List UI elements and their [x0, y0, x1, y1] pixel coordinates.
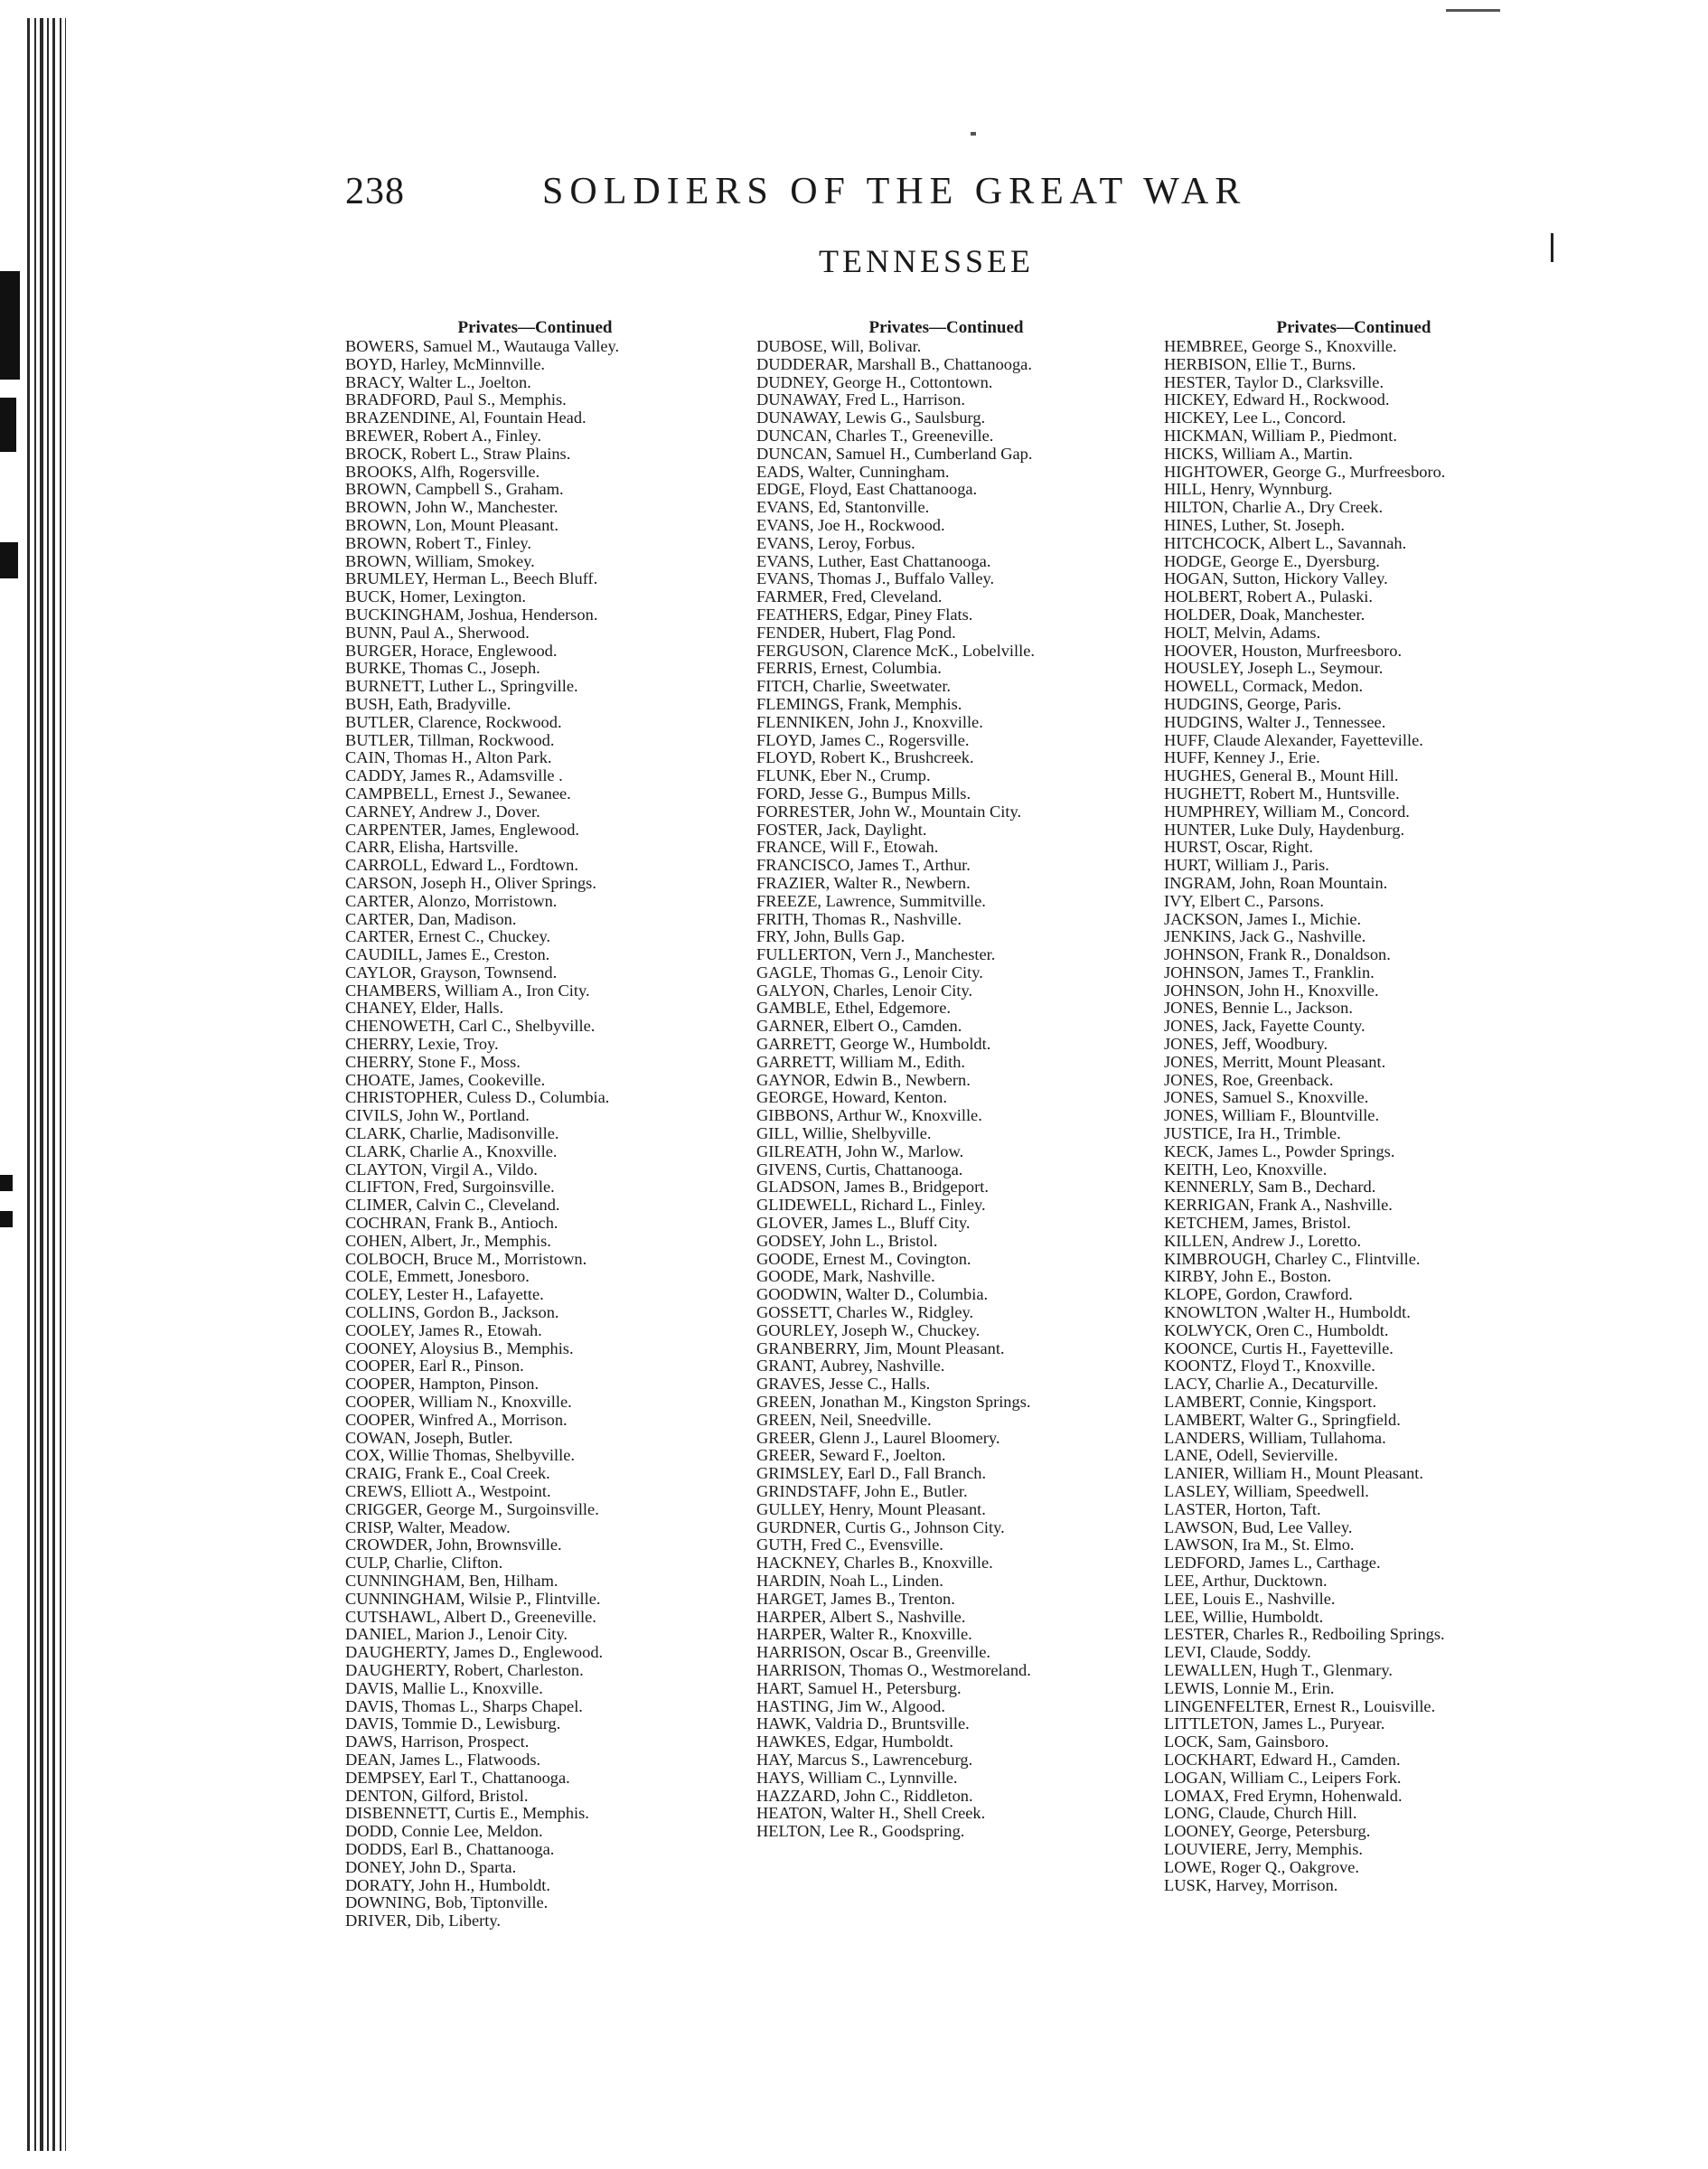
roster-entry: COCHRAN, Frank B., Antioch.: [345, 1214, 558, 1233]
roster-entry: COONEY, Aloysius B., Memphis.: [345, 1338, 574, 1357]
roster-entry: DUBOSE, Will, Bolivar.: [756, 337, 922, 355]
roster-entry: HARDIN, Noah L., Linden.: [756, 1571, 943, 1590]
roster-entry: EDGE, Floyd, East Chattanooga.: [756, 480, 978, 499]
roster-entry: GAYNOR, Edwin B., Newbern.: [756, 1070, 971, 1089]
roster-entry: DAVIS, Tommie D., Lewisburg.: [345, 1714, 561, 1733]
roster-entry: FARMER, Fred, Cleveland.: [756, 587, 943, 606]
roster-entry: LAMBERT, Connie, Kingsport.: [1164, 1393, 1377, 1412]
roster-entry: BOYD, Harley, McMinnville.: [345, 354, 545, 373]
roster-entry: GRANBERRY, Jim, Mount Pleasant.: [756, 1338, 1005, 1357]
roster-entry: BROWN, John W., Manchester.: [345, 498, 558, 517]
roster-entry: CARR, Elisha, Hartsville.: [345, 838, 519, 857]
roster-entry: COX, Willie Thomas, Shelbyville.: [345, 1446, 575, 1465]
page-header: [345, 170, 1366, 224]
roster-entry: GIVENS, Curtis, Chattanooga.: [756, 1160, 963, 1178]
roster-entry: DODD, Connie Lee, Meldon.: [345, 1822, 543, 1841]
roster-entry: DUNAWAY, Lewis G., Saulsburg.: [756, 408, 986, 427]
roster-entry: LASLEY, William, Speedwell.: [1164, 1482, 1369, 1500]
roster-entry: HESTER, Taylor D., Clarksville.: [1164, 372, 1384, 391]
roster-entry: DORATY, John H., Humboldt.: [345, 1875, 551, 1894]
roster-entry: BRACY, Walter L., Joelton.: [345, 372, 531, 391]
roster-entry: HINES, Luther, St. Joseph.: [1164, 515, 1346, 534]
roster-entry: GURDNER, Curtis G., Johnson City.: [756, 1517, 1005, 1536]
roster-entry: HIGHTOWER, George G., Murfreesboro.: [1164, 462, 1446, 481]
roster-entry: DEMPSEY, Earl T., Chattanooga.: [345, 1768, 570, 1787]
roster-entry: CAMPBELL, Ernest J., Sewanee.: [345, 784, 571, 803]
roster-entry: JONES, Jeff, Woodbury.: [1164, 1035, 1328, 1054]
margin-mark: [1551, 233, 1553, 262]
roster-entry: GRAVES, Jesse C., Halls.: [756, 1375, 931, 1394]
roster-entry: FERGUSON, Clarence McK., Lobelville.: [756, 641, 1035, 660]
roster-entry: HOLBERT, Robert A., Pulaski.: [1164, 587, 1373, 606]
roster-entry: LEE, Louis E., Nashville.: [1164, 1589, 1336, 1608]
roster-entry: LOCKHART, Edward H., Camden.: [1164, 1750, 1401, 1769]
roster-entry: GEORGE, Howard, Kenton.: [756, 1088, 947, 1107]
roster-entry: HOUSLEY, Joseph L., Seymour.: [1164, 659, 1384, 678]
roster-entry: DUDDERAR, Marshall B., Chattanooga.: [756, 354, 1032, 373]
roster-entry: HUFF, Kenney J., Erie.: [1164, 748, 1320, 767]
roster-entry: HUMPHREY, William M., Concord.: [1164, 802, 1410, 821]
roster-entry: CARSON, Joseph H., Oliver Springs.: [345, 873, 596, 892]
roster-entry: HURT, William J., Paris.: [1164, 856, 1329, 875]
roster-entry: HUDGINS, George, Paris.: [1164, 694, 1342, 713]
roster-entry: CLAYTON, Virgil A., Vildo.: [345, 1160, 538, 1178]
roster-entry: FOSTER, Jack, Daylight.: [756, 820, 927, 839]
roster-entry: FLEMINGS, Frank, Memphis.: [756, 694, 962, 713]
roster-entry: LANDERS, William, Tullahoma.: [1164, 1428, 1386, 1447]
roster-entry: LOGAN, William C., Leipers Fork.: [1164, 1768, 1402, 1787]
roster-list: [756, 338, 1136, 1841]
roster-entry: GRINDSTAFF, John E., Butler.: [756, 1482, 968, 1500]
roster-entry: CLIFTON, Fred, Surgoinsville.: [345, 1178, 555, 1197]
roster-entry: BRAZENDINE, Al, Fountain Head.: [345, 408, 587, 427]
column-right: [1164, 318, 1544, 1894]
roster-entry: HICKS, William A., Martin.: [1164, 444, 1353, 463]
roster-entry: CUTSHAWL, Albert D., Greeneville.: [345, 1607, 596, 1626]
roster-entry: IVY, Elbert C., Parsons.: [1164, 891, 1324, 910]
roster-entry: LEWIS, Lonnie M., Erin.: [1164, 1678, 1335, 1697]
roster-entry: GARNER, Elbert O., Camden.: [756, 1017, 962, 1036]
roster-entry: KIMBROUGH, Charley C., Flintville.: [1164, 1249, 1421, 1268]
roster-entry: HASTING, Jim W., Algood.: [756, 1696, 945, 1715]
roster-entry: CARNEY, Andrew J., Dover.: [345, 802, 540, 821]
roster-entry: GLADSON, James B., Bridgeport.: [756, 1178, 989, 1197]
roster-entry: BROWN, Lon, Mount Pleasant.: [345, 515, 558, 534]
roster-entry: COOPER, Hampton, Pinson.: [345, 1375, 540, 1394]
roster-entry: HAWKES, Edgar, Humboldt.: [756, 1732, 953, 1751]
roster-entry: HOLDER, Doak, Manchester.: [1164, 605, 1365, 624]
roster-entry: CUNNINGHAM, Ben, Hilham.: [345, 1571, 558, 1590]
roster-entry: LOCK, Sam, Gainsboro.: [1164, 1732, 1329, 1751]
roster-entry: HARRISON, Thomas O., Westmoreland.: [756, 1660, 1031, 1679]
roster-entry: CAUDILL, James E., Creston.: [345, 945, 550, 964]
roster-entry: JONES, Bennie L., Jackson.: [1164, 999, 1353, 1018]
roster-entry: BUSH, Eath, Bradyville.: [345, 694, 511, 713]
roster-entry: EVANS, Ed, Stantonville.: [756, 498, 930, 517]
roster-entry: LASTER, Horton, Taft.: [1164, 1499, 1321, 1518]
roster-entry: EVANS, Leroy, Forbus.: [756, 533, 915, 552]
roster-entry: JONES, Merritt, Mount Pleasant.: [1164, 1052, 1386, 1071]
roster-list: [345, 338, 725, 1930]
roster-entry: BUCK, Homer, Lexington.: [345, 587, 527, 606]
roster-entry: BROOKS, Alfh, Rogersville.: [345, 462, 540, 481]
column-heading: Privates—Continued: [457, 318, 613, 337]
roster-entry: LESTER, Charles R., Redboiling Springs.: [1164, 1625, 1445, 1644]
roster-entry: GREEN, Jonathan M., Kingston Springs.: [756, 1393, 1031, 1412]
roster-entry: BREWER, Robert A., Finley.: [345, 426, 541, 445]
roster-entry: DONEY, John D., Sparta.: [345, 1857, 517, 1876]
roster-entry: HUGHES, General B., Mount Hill.: [1164, 766, 1399, 785]
roster-entry: HART, Samuel H., Petersburg.: [756, 1678, 962, 1697]
roster-entry: DAUGHERTY, Robert, Charleston.: [345, 1660, 584, 1679]
roster-entry: FORRESTER, John W., Mountain City.: [756, 802, 1022, 821]
roster-entry: FRY, John, Bulls Gap.: [756, 927, 906, 946]
roster-entry: GAGLE, Thomas G., Lenoir City.: [756, 962, 983, 981]
roster-entry: HAYS, William C., Lynnville.: [756, 1768, 958, 1787]
roster-entry: DENTON, Gilford, Bristol.: [345, 1786, 529, 1805]
roster-entry: FERRIS, Ernest, Columbia.: [756, 659, 942, 678]
roster-entry: GLIDEWELL, Richard L., Finley.: [756, 1196, 986, 1215]
roster-entry: GALYON, Charles, Lenoir City.: [756, 981, 973, 1000]
roster-entry: FULLERTON, Vern J., Manchester.: [756, 945, 996, 964]
roster-entry: COLBOCH, Bruce M., Morristown.: [345, 1249, 587, 1268]
roster-entry: HOOVER, Houston, Murfreesboro.: [1164, 641, 1403, 660]
roster-entry: HUNTER, Luke Duly, Haydenburg.: [1164, 820, 1405, 839]
roster-entry: GOODE, Ernest M., Covington.: [756, 1249, 971, 1268]
roster-entry: GREER, Glenn J., Laurel Bloomery.: [756, 1428, 1000, 1447]
roster-entry: GUTH, Fred C., Evensville.: [756, 1535, 943, 1554]
roster-entry: CLARK, Charlie A., Knoxville.: [345, 1141, 558, 1160]
roster-entry: CUNNINGHAM, Wilsie P., Flintville.: [345, 1589, 601, 1608]
roster-entry: CHENOWETH, Carl C., Shelbyville.: [345, 1017, 596, 1036]
roster-entry: HELTON, Lee R., Goodspring.: [756, 1822, 965, 1841]
roster-entry: EADS, Walter, Cunningham.: [756, 462, 950, 481]
roster-entry: HAY, Marcus S., Lawrenceburg.: [756, 1750, 973, 1769]
roster-entry: CHERRY, Stone F., Moss.: [345, 1052, 521, 1071]
roster-entry: HAZZARD, John C., Riddleton.: [756, 1786, 973, 1805]
roster-entry: GILREATH, John W., Marlow.: [756, 1141, 964, 1160]
roster-entry: LITTLETON, James L., Puryear.: [1164, 1714, 1385, 1733]
roster-entry: KLOPE, Gordon, Crawford.: [1164, 1285, 1353, 1304]
roster-entry: JONES, Roe, Greenback.: [1164, 1070, 1334, 1089]
roster-entry: DAWS, Harrison, Prospect.: [345, 1732, 530, 1751]
roster-entry: BRUMLEY, Herman L., Beech Bluff.: [345, 569, 598, 588]
roster-entry: CROWDER, John, Brownsville.: [345, 1535, 562, 1554]
roster-entry: DEAN, James L., Flatwoods.: [345, 1750, 541, 1769]
roster-entry: COHEN, Albert, Jr., Memphis.: [345, 1231, 551, 1250]
roster-entry: EVANS, Joe H., Rockwood.: [756, 515, 945, 534]
roster-entry: BUCKINGHAM, Joshua, Henderson.: [345, 605, 598, 624]
roster-entry: BUTLER, Tillman, Rockwood.: [345, 730, 555, 749]
roster-entry: JOHNSON, John H., Knoxville.: [1164, 981, 1379, 1000]
page-binding-edge: [0, 0, 108, 2169]
roster-list: [1164, 338, 1544, 1894]
roster-entry: LINGENFELTER, Ernest R., Louisville.: [1164, 1696, 1436, 1715]
roster-entry: DUNCAN, Samuel H., Cumberland Gap.: [756, 444, 1033, 463]
roster-entry: JOHNSON, Frank R., Donaldson.: [1164, 945, 1391, 964]
roster-entry: LOMAX, Fred Erymn, Hohenwald.: [1164, 1786, 1403, 1805]
roster-entry: JACKSON, James I., Michie.: [1164, 909, 1362, 928]
roster-entry: HUGHETT, Robert M., Huntsville.: [1164, 784, 1400, 803]
roster-entry: LOONEY, George, Petersburg.: [1164, 1822, 1371, 1841]
roster-entry: CHOATE, James, Cookeville.: [345, 1070, 546, 1089]
roster-entry: KOONTZ, Floyd T., Knoxville.: [1164, 1357, 1375, 1376]
roster-entry: CRAIG, Frank E., Coal Creek.: [345, 1464, 550, 1483]
roster-entry: LANIER, William H., Mount Pleasant.: [1164, 1464, 1424, 1483]
roster-entry: LUSK, Harvey, Morrison.: [1164, 1875, 1338, 1894]
roster-entry: DUDNEY, George H., Cottontown.: [756, 372, 993, 391]
roster-entry: GARRETT, George W., Humboldt.: [756, 1035, 991, 1054]
roster-entry: BURGER, Horace, Englewood.: [345, 641, 558, 660]
roster-entry: DANIEL, Marion J., Lenoir City.: [345, 1625, 568, 1644]
column-middle: [756, 318, 1136, 1841]
roster-entry: LANE, Odell, Sevierville.: [1164, 1446, 1338, 1465]
roster-entry: KEITH, Leo, Knoxville.: [1164, 1160, 1328, 1178]
roster-entry: HAWK, Valdria D., Bruntsville.: [756, 1714, 970, 1733]
roster-entry: HUFF, Claude Alexander, Fayetteville.: [1164, 730, 1423, 749]
roster-entry: CAIN, Thomas H., Alton Park.: [345, 748, 552, 767]
roster-entry: GREER, Seward F., Joelton.: [756, 1446, 946, 1465]
roster-entry: FITCH, Charlie, Sweetwater.: [756, 677, 952, 696]
roster-entry: CHAMBERS, William A., Iron City.: [345, 981, 590, 1000]
roster-entry: COOLEY, James R., Etowah.: [345, 1320, 542, 1339]
roster-entry: LEWALLEN, Hugh T., Glenmary.: [1164, 1660, 1393, 1679]
roster-entry: CRISP, Walter, Meadow.: [345, 1517, 511, 1536]
roster-entry: CLIMER, Calvin C., Cleveland.: [345, 1196, 560, 1215]
roster-entry: FRANCISCO, James T., Arthur.: [756, 856, 971, 875]
roster-entry: BOWERS, Samuel M., Wautauga Valley.: [345, 337, 620, 355]
roster-entry: EVANS, Thomas J., Buffalo Valley.: [756, 569, 995, 588]
roster-entry: KNOWLTON ,Walter H., Humboldt.: [1164, 1303, 1411, 1322]
roster-entry: KETCHEM, James, Bristol.: [1164, 1214, 1351, 1233]
roster-entry: HITCHCOCK, Albert L., Savannah.: [1164, 533, 1407, 552]
roster-entry: DAVIS, Thomas L., Sharps Chapel.: [345, 1696, 583, 1715]
roster-entry: KERRIGAN, Frank A., Nashville.: [1164, 1196, 1393, 1215]
roster-entry: FLENNIKEN, John J., Knoxville.: [756, 712, 983, 731]
column-heading: Privates—Continued: [1276, 318, 1431, 337]
roster-entry: FEATHERS, Edgar, Piney Flats.: [756, 605, 973, 624]
roster-entry: BROWN, Campbell S., Graham.: [345, 480, 564, 499]
roster-entry: FLUNK, Eber N., Crump.: [756, 766, 931, 785]
roster-entry: CLARK, Charlie, Madisonville.: [345, 1124, 559, 1143]
roster-entry: GOSSETT, Charles W., Ridgley.: [756, 1303, 974, 1322]
roster-entry: FENDER, Hubert, Flag Pond.: [756, 623, 956, 642]
roster-entry: JONES, William F., Blountville.: [1164, 1106, 1380, 1125]
roster-entry: GRANT, Aubrey, Nashville.: [756, 1357, 945, 1376]
state-title: TENNESSEE: [819, 243, 1034, 279]
roster-entry: LONG, Claude, Church Hill.: [1164, 1804, 1357, 1823]
roster-entry: DOWNING, Bob, Tiptonville.: [345, 1893, 549, 1912]
roster-entry: HICKEY, Lee L., Concord.: [1164, 408, 1347, 427]
roster-entry: LAWSON, Bud, Lee Valley.: [1164, 1517, 1353, 1536]
roster-entry: LOUVIERE, Jerry, Memphis.: [1164, 1839, 1363, 1858]
roster-entry: GOODWIN, Walter D., Columbia.: [756, 1285, 989, 1304]
roster-entry: HOWELL, Cormack, Medon.: [1164, 677, 1364, 696]
roster-entry: BURKE, Thomas C., Joseph.: [345, 659, 540, 678]
roster-entry: GIBBONS, Arthur W., Knoxville.: [756, 1106, 982, 1125]
roster-entry: FREEZE, Lawrence, Summitville.: [756, 891, 986, 910]
roster-entry: KENNERLY, Sam B., Dechard.: [1164, 1178, 1376, 1197]
roster-entry: CRIGGER, George M., Surgoinsville.: [345, 1499, 599, 1518]
roster-entry: CULP, Charlie, Clifton.: [345, 1554, 503, 1573]
roster-entry: JONES, Samuel S., Knoxville.: [1164, 1088, 1369, 1107]
roster-entry: KOLWYCK, Oren C., Humboldt.: [1164, 1320, 1389, 1339]
roster-entry: BROWN, William, Smokey.: [345, 551, 535, 570]
roster-entry: JONES, Jack, Fayette County.: [1164, 1017, 1365, 1036]
column-heading: Privates—Continued: [868, 318, 1024, 337]
roster-entry: COLEY, Lester H., Lafayette.: [345, 1285, 544, 1304]
roster-entry: HARPER, Walter R., Knoxville.: [756, 1625, 972, 1644]
roster-entry: GRIMSLEY, Earl D., Fall Branch.: [756, 1464, 987, 1483]
roster-entry: CIVILS, John W., Portland.: [345, 1106, 530, 1125]
roster-entry: GILL, Willie, Shelbyville.: [756, 1124, 932, 1143]
roster-entry: HERBISON, Ellie T., Burns.: [1164, 354, 1356, 373]
page-number: 238: [345, 171, 405, 212]
roster-entry: COOPER, William N., Knoxville.: [345, 1393, 572, 1412]
roster-entry: HEATON, Walter H., Shell Creek.: [756, 1804, 986, 1823]
roster-entry: BURNETT, Luther L., Springville.: [345, 677, 578, 696]
roster-entry: JENKINS, Jack G., Nashville.: [1164, 927, 1366, 946]
roster-entry: DUNAWAY, Fred L., Harrison.: [756, 390, 965, 409]
roster-entry: CARTER, Alonzo, Morristown.: [345, 891, 558, 910]
roster-entry: LEDFORD, James L., Carthage.: [1164, 1554, 1381, 1573]
roster-entry: CAYLOR, Grayson, Townsend.: [345, 962, 558, 981]
scan-speck: [971, 132, 976, 136]
roster-entry: DUNCAN, Charles T., Greeneville.: [756, 426, 994, 445]
roster-entry: DAVIS, Mallie L., Knoxville.: [345, 1678, 543, 1697]
roster-entry: LAMBERT, Walter G., Springfield.: [1164, 1410, 1401, 1429]
roster-entry: FLOYD, James C., Rogersville.: [756, 730, 970, 749]
roster-entry: HILTON, Charlie A., Dry Creek.: [1164, 498, 1384, 517]
roster-entry: CHERRY, Lexie, Troy.: [345, 1035, 499, 1054]
roster-entry: CARPENTER, James, Englewood.: [345, 820, 579, 839]
roster-entry: CHANEY, Elder, Halls.: [345, 999, 504, 1018]
roster-entry: LOWE, Roger Q., Oakgrove.: [1164, 1857, 1360, 1876]
roster-entry: COLE, Emmett, Jonesboro.: [345, 1267, 530, 1286]
roster-entry: HICKMAN, William P., Piedmont.: [1164, 426, 1397, 445]
roster-entry: DAUGHERTY, James D., Englewood.: [345, 1643, 604, 1662]
roster-entry: HILL, Henry, Wynnburg.: [1164, 480, 1333, 499]
roster-entry: COOPER, Earl R., Pinson.: [345, 1357, 524, 1376]
roster-entry: DODDS, Earl B., Chattanooga.: [345, 1839, 555, 1858]
roster-entry: HACKNEY, Charles B., Knoxville.: [756, 1554, 993, 1573]
roster-entry: GULLEY, Henry, Mount Pleasant.: [756, 1499, 986, 1518]
roster-entry: KECK, James L., Powder Springs.: [1164, 1141, 1395, 1160]
roster-entry: GAMBLE, Ethel, Edgemore.: [756, 999, 952, 1018]
roster-entry: HODGE, George E., Dyersburg.: [1164, 551, 1380, 570]
roster-entry: EVANS, Luther, East Chattanooga.: [756, 551, 991, 570]
roster-entry: LEVI, Claude, Soddy.: [1164, 1643, 1311, 1662]
roster-entry: COLLINS, Gordon B., Jackson.: [345, 1303, 559, 1322]
roster-entry: DRIVER, Dib, Liberty.: [345, 1911, 501, 1930]
running-title: SOLDIERS OF THE GREAT WAR: [542, 171, 1247, 212]
roster-entry: KIRBY, John E., Boston.: [1164, 1267, 1332, 1286]
roster-entry: HARGET, James B., Trenton.: [756, 1589, 955, 1608]
roster-entry: BRADFORD, Paul S., Memphis.: [345, 390, 567, 409]
roster-entry: GODSEY, John L., Bristol.: [756, 1231, 938, 1250]
roster-entry: DISBENNETT, Curtis E., Memphis.: [345, 1804, 589, 1823]
roster-entry: HEMBREE, George S., Knoxville.: [1164, 337, 1397, 355]
roster-entry: FRAZIER, Walter R., Newbern.: [756, 873, 971, 892]
roster-entry: FRITH, Thomas R., Nashville.: [756, 909, 962, 928]
roster-entry: LEE, Willie, Humboldt.: [1164, 1607, 1324, 1626]
roster-entry: JOHNSON, James T., Franklin.: [1164, 962, 1375, 981]
column-left: [345, 318, 725, 1930]
roster-entry: CARTER, Ernest C., Chuckey.: [345, 927, 551, 946]
roster-entry: BROCK, Robert L., Straw Plains.: [345, 444, 571, 463]
roster-entry: CHRISTOPHER, Culess D., Columbia.: [345, 1088, 610, 1107]
scan-speck: [1446, 9, 1500, 12]
roster-entry: HUDGINS, Walter J., Tennessee.: [1164, 712, 1386, 731]
roster-entry: KOONCE, Curtis H., Fayetteville.: [1164, 1338, 1394, 1357]
roster-entry: CADDY, James R., Adamsville .: [345, 766, 563, 785]
roster-entry: HARRISON, Oscar B., Greenville.: [756, 1643, 990, 1662]
roster-entry: JUSTICE, Ira H., Trimble.: [1164, 1124, 1341, 1143]
roster-entry: GARRETT, William M., Edith.: [756, 1052, 966, 1071]
roster-entry: GLOVER, James L., Bluff City.: [756, 1214, 971, 1233]
roster-entry: BROWN, Robert T., Finley.: [345, 533, 532, 552]
roster-entry: GREEN, Neil, Sneedville.: [756, 1410, 932, 1429]
roster-entry: HARPER, Albert S., Nashville.: [756, 1607, 966, 1626]
roster-entry: HICKEY, Edward H., Rockwood.: [1164, 390, 1390, 409]
roster-entry: CARTER, Dan, Madison.: [345, 909, 517, 928]
roster-entry: LEE, Arthur, Ducktown.: [1164, 1571, 1328, 1590]
roster-entry: KILLEN, Andrew J., Loretto.: [1164, 1231, 1362, 1250]
roster-entry: LACY, Charlie A., Decaturville.: [1164, 1375, 1379, 1394]
roster-entry: GOURLEY, Joseph W., Chuckey.: [756, 1320, 981, 1339]
roster-entry: CARROLL, Edward L., Fordtown.: [345, 856, 578, 875]
roster-entry: CREWS, Elliott A., Westpoint.: [345, 1482, 551, 1500]
roster-entry: FORD, Jesse G., Bumpus Mills.: [756, 784, 971, 803]
roster-entry: FLOYD, Robert K., Brushcreek.: [756, 748, 974, 767]
roster-entry: COOPER, Winfred A., Morrison.: [345, 1410, 568, 1429]
roster-entry: HOLT, Melvin, Adams.: [1164, 623, 1321, 642]
roster-entry: HURST, Oscar, Right.: [1164, 838, 1313, 857]
roster-entry: LAWSON, Ira M., St. Elmo.: [1164, 1535, 1355, 1554]
roster-entry: INGRAM, John, Roan Mountain.: [1164, 873, 1388, 892]
roster-entry: GOODE, Mark, Nashville.: [756, 1267, 935, 1286]
roster-entry: BUNN, Paul A., Sherwood.: [345, 623, 530, 642]
roster-entry: COWAN, Joseph, Butler.: [345, 1428, 513, 1447]
roster-entry: BUTLER, Clarence, Rockwood.: [345, 712, 562, 731]
roster-entry: HOGAN, Sutton, Hickory Valley.: [1164, 569, 1388, 588]
roster-entry: FRANCE, Will F., Etowah.: [756, 838, 939, 857]
